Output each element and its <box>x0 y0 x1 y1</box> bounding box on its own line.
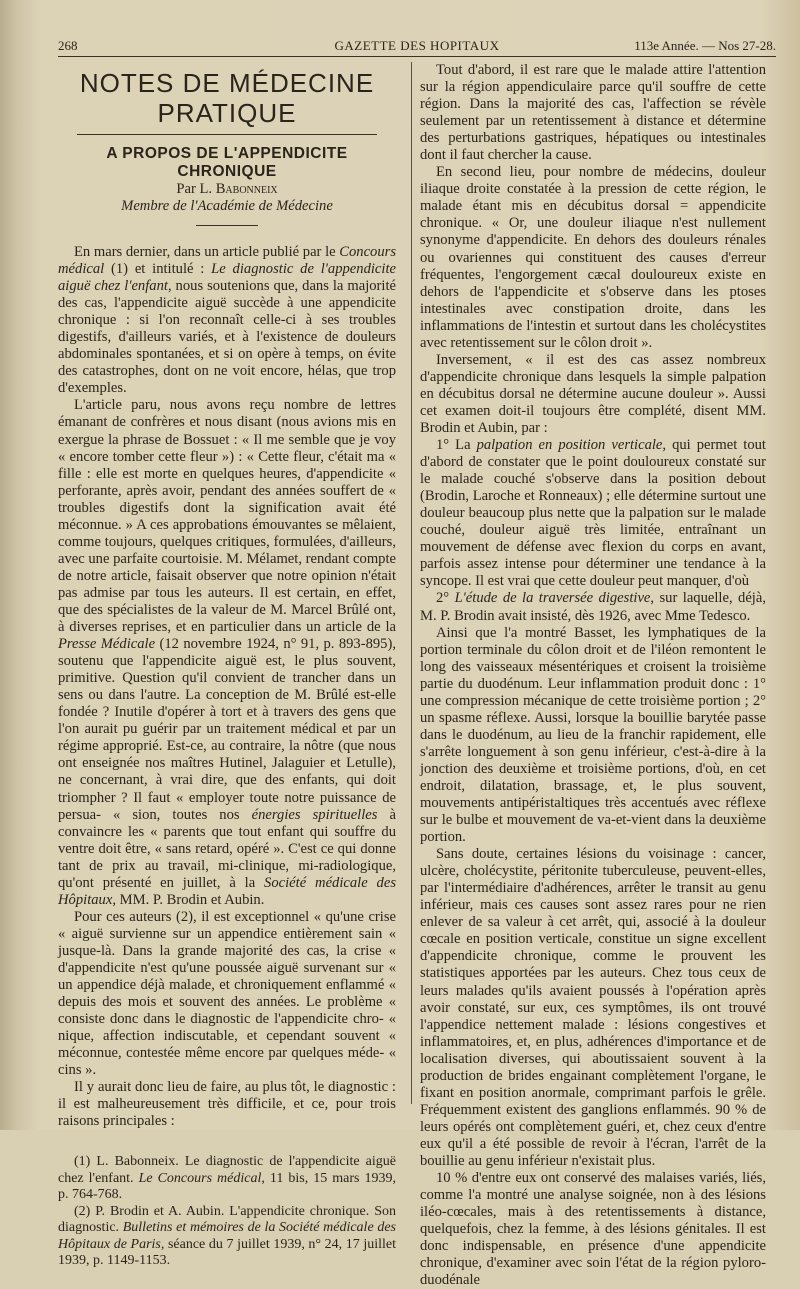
header-rule <box>58 56 776 57</box>
section-rule <box>77 134 377 135</box>
paragraph: En mars dernier, dans un article publié par le Concours médical (1) et intitulé : Le diagnostic de l'appendicite aiguë chez l'enfant, nous soutenions que, dans la majorité des cas, l'appendicite aiguë succède à une appendicite chronique : si l'on reconnaît celle-ci à ses troubles digestifs, d'ailleurs variés, et à l'existence de douleurs abdominales spontanées, et si on opère à temps, on évite des catastrophes, dont on ne voit encore, hélas, que trop d'exemples. <box>58 244 397 397</box>
section-title: NOTES DE MÉDECINE PRATIQUE <box>79 68 375 128</box>
footnote: (2) P. Brodin et A. Aubin. L'appendicite chronique. Son diagnostic. Bulletins et mémoires de la Société médicale des Hôpitaux de Paris, séance du 7 juillet 1939, n° 24, 17 juillet 1939, p. 1149-1153. <box>58 1203 397 1269</box>
paragraph: Tout d'abord, il est rare que le malade attire l'attention sur la région appendiculaire parce qu'il souffre de cette région. Dans la majorité des cas, l'affection se révèle seulement par un retentissement à distance et détermine des perturbations gastriques, hépatiques ou intestinales dont il faut chercher la cause. <box>420 62 766 164</box>
page-number: 268 <box>58 38 78 53</box>
right-column <box>420 62 766 1289</box>
running-header <box>58 36 776 58</box>
paragraph: 2° L'étude de la traversée digestive, sur laquelle, déjà, M. P. Brodin avait insisté, dès 1926, avec Mme Tedesco. <box>420 590 766 624</box>
journal-title: GAZETTE DES HOPITAUX <box>334 38 500 53</box>
author-name: Babonneix <box>215 181 278 197</box>
title-rule <box>196 225 258 226</box>
article-title: A PROPOS DE L'APPENDICITE CHRONIQUE <box>106 145 348 180</box>
paragraph: L'article paru, nous avons reçu nombre de lettres émanant de confrères et nous disant (nous avions mis en exergue la phrase de Bossuet : « Il me semble que je voy « encore tomber cette fleur ») : « Cette fleur, c'était ma « fille : elle est morte en quelques heures, d'appendicite « perforante, après avoir, pendant des années souffert de « troubles digestifs dont la signification avait été méconnue. » A ces approbations émouvantes se mêlaient, comme toujours, quelques critiques, formulées, d'ailleurs, avec une parfaite courtoisie. M. Mélamet, rendant compte de notre article, faisait observer que notre opinion n'était pas admise par tous les auteurs. Il est certain, en effet, que des spécialistes de la valeur de M. Marcel Brûlé ont, à diverses reprises, et en particulier dans un article de la Presse Médicale (12 novembre 1924, n° 91, p. 893-895), soutenu que l'appendicite aiguë est, le plus souvent, primitive. Question qu'il convient de trancher dans un sens ou dans l'autre. La conception de M. Brûlé est-elle fondée ? Inutile d'opérer à tort et à travers des gens que l'on aurait pu guérir par un traitement médical et par un régime approprié. Est-ce, au contraire, la nôtre (que nous ont enseignée nos maîtres Hutinel, Jalaguier et Letulle), ne concernant, à vrai dire, que des enfants, qui doit triompher ? Il faut « employer toute notre puissance de persua- « sion, toutes nos énergies spirituelles à convaincre les « parents que tout enfant qui souffre du ventre doit être, « sans retard, opéré ». C'est ce qui donne tant de prix au travail, mi-clinique, mi-radiologique, qu'ont présenté en juillet, à la Société médicale des Hôpitaux, MM. P. Brodin et Aubin. <box>58 397 396 908</box>
paragraph: Ainsi que l'a montré Basset, les lymphatiques de la portion terminale du côlon droit et de l'iléon remontent le long des vaisseaux mésentériques et croisent la troisième partie du duodénum. Leur inflammation produit donc : 1° une compression mécanique de cette troisième portion ; 2° un spasme réflexe. Aussi, lorsque la bouillie barytée passe dans le duodénum, au lieu de la franchir rapidement, elle s'arrête longuement à son genu inférieur, c'est-à-dire à la jonction des deuxième et troisième portions, d'où, en cet endroit, dilatation, brassage, et, le plus souvent, mouvements antipéristaltiques très accentués avec réflexe sur le bulbe et mouvement de va-et-vient dans la deuxième portion. <box>420 624 766 846</box>
author-affiliation: Membre de l'Académie de Médecine <box>121 198 333 214</box>
byline <box>58 181 396 198</box>
paragraph: Inversement, « il est des cas assez nombreux d'appendicite chronique dans lesquels la simple palpation en décubitus dorsal ne détermine aucune douleur ». Aussi cet examen doit-il toujours être complété, disent MM. Brodin et Aubin, par : <box>420 351 766 436</box>
paragraph: 10 % d'entre eux ont conservé des malaises variés, liés, comme l'a montré une analyse soignée, non à des lésions iléo-cœcales, mais à des retentissements à distance, quelquefois, chez la femme, à des lésions génitales. Il est donc indispensable, en présence d'une appendicite chronique, d'examiner avec soin l'état de la région pyloro-duodénale <box>420 1170 766 1289</box>
paragraph: Il y aurait donc lieu de faire, au plus tôt, le diagnostic : il est malheureusement très difficile, et ce, pour trois raisons principales : <box>58 1079 396 1130</box>
footnote: (1) L. Babonneix. Le diagnostic de l'appendicite aiguë chez l'enfant. Le Concours médical, 11 bis, 15 mars 1939, p. 764-768. <box>58 1154 396 1203</box>
paragraph: Sans doute, certaines lésions du voisinage : cancer, ulcère, cholécystite, péritonite tuberculeuse, peuvent-elles, par l'intermédiaire d'adhérences, arrêter le transit au genu inférieur, mais ces causes sont assez rares pour ne rien enlever de sa valeur à cet arrêt, qui, associé à la douleur cœcale en position verticale, constitue un signe excellent d'appendicite chronique, comme le prouvent les statistiques apportées par les auteurs. Chez tous ceux de leurs malades qu'ils avaient poussés à l'opération après avoir constaté, sur eux, ces symptômes, ils ont trouvé l'appendice nettement malade : lésions congestives et inflammatoires, et, en plus, adhérences d'importance et de localisation diverses, qui aboutissaient souvent à la production de brides engainant complètement l'organe, le fixant en position anormale, comprimant parfois le grêle. Fréquemment existent des ganglions enflammés. 90 % de leurs opérés ont complètement guéri, et, chez ceux d'entre eux qu'il a été possible de revoir à l'écran, l'arrêt de la bouillie au genu inférieur n'existait plus. <box>420 846 766 1169</box>
paragraph: En second lieu, pour nombre de médecins, douleur iliaque droite constatée à la pression de cette région, le malade étant mis en décubitus dorsal = appendicite chronique. « Or, une douleur iliaque n'est nullement synonyme d'appendicite. En dehors des douleurs rénales ou ovariennes qui constituent des causes d'erreur fréquentes, l'engorgement cæcal douloureux existe en dehors de l'appendicite et s'observe dans les ptoses intestinales avec constipation droite, dans les inflammations de l'intestin et surtout dans les cholécystites avec retentissement sur le côlon droit ». <box>420 164 766 351</box>
paragraph: Pour ces auteurs (2), il est exceptionnel « qu'une crise « aiguë survienne sur un appendice entièrement sain « jusque-là. Dans la grande majorité des cas, la crise « d'appendicite n'est qu'une poussée aiguë survenant sur « un appendice déjà malade, et chroniquement enflammé « depuis des mois et souvent des années. Le problème « consiste donc dans le diagnostic de l'appendicite chro- « nique, affection indiscutable, et cependant souvent « méconnue, contestée même encore par quelques méde- « cins ». <box>58 908 396 1079</box>
left-column <box>58 62 396 1270</box>
column-divider <box>411 62 412 1104</box>
paragraph: 1° La palpation en position verticale, qui permet tout d'abord de constater que le point douloureux constaté sur le malade couché s'observe dans la position debout (Brodin, Laroche et Ronneaux) ; elle détermine surtout une douleur beaucoup plus nette que la palpation sur le malade couché, douleur aiguë très limitée, entraînant un mouvement de défense avec flexion du corps en avant, parfois assez intense pour déterminer une tendance à la syncope. Il est vrai que cette douleur peut manquer, d'où <box>420 437 766 590</box>
issue-number: 113e Année. — Nos 27-28. <box>634 38 776 53</box>
author-prefix: Par L. <box>176 181 213 197</box>
footnote-separator <box>58 1130 396 1154</box>
